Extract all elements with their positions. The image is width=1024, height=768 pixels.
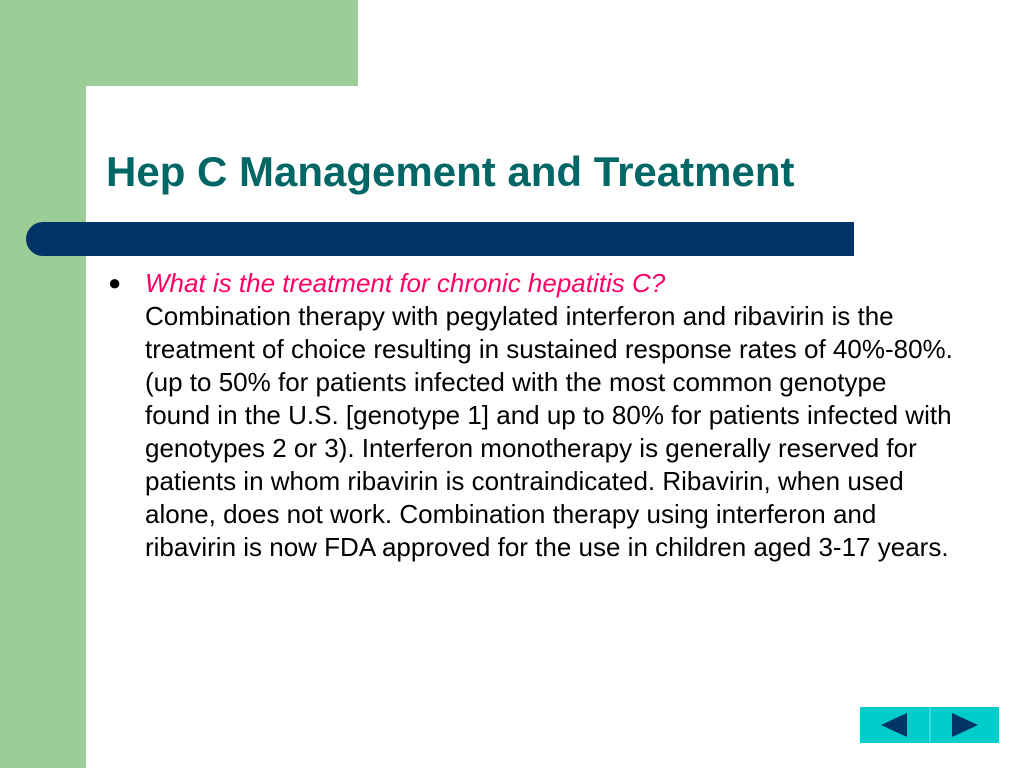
arrow-left-icon [881,713,907,737]
bullet-content [145,267,955,564]
bullet-dot-icon: ● [108,270,122,295]
bullet-question: What is the treatment for chronic hepatitis C? [145,268,666,298]
bullet-answer: Combination therapy with pegylated interferon and ribavirin is the treatment of choice resulting in sustained response rates of 40%-80%. (up to 50% for patients infected with the most common genotype found in the U.S. [genotype 1] and up to 80% for patients infected with genotypes 2 or 3). Interferon monotherapy is generally reserved for patients in whom ribavirin is contraindicated. Ribavirin, when used alone, does not work. Combination therapy using interferon and ribavirin is now FDA approved for the use in children aged 3-17 years. [145,301,953,562]
slide-title: Hep C Management and Treatment [106,148,795,195]
decorative-green-left-band [0,0,86,768]
previous-slide-button[interactable] [860,707,929,743]
next-slide-button[interactable] [929,707,1000,743]
title-divider-bar [26,222,854,256]
slide-navigation [860,707,999,743]
arrow-right-icon [952,713,978,737]
